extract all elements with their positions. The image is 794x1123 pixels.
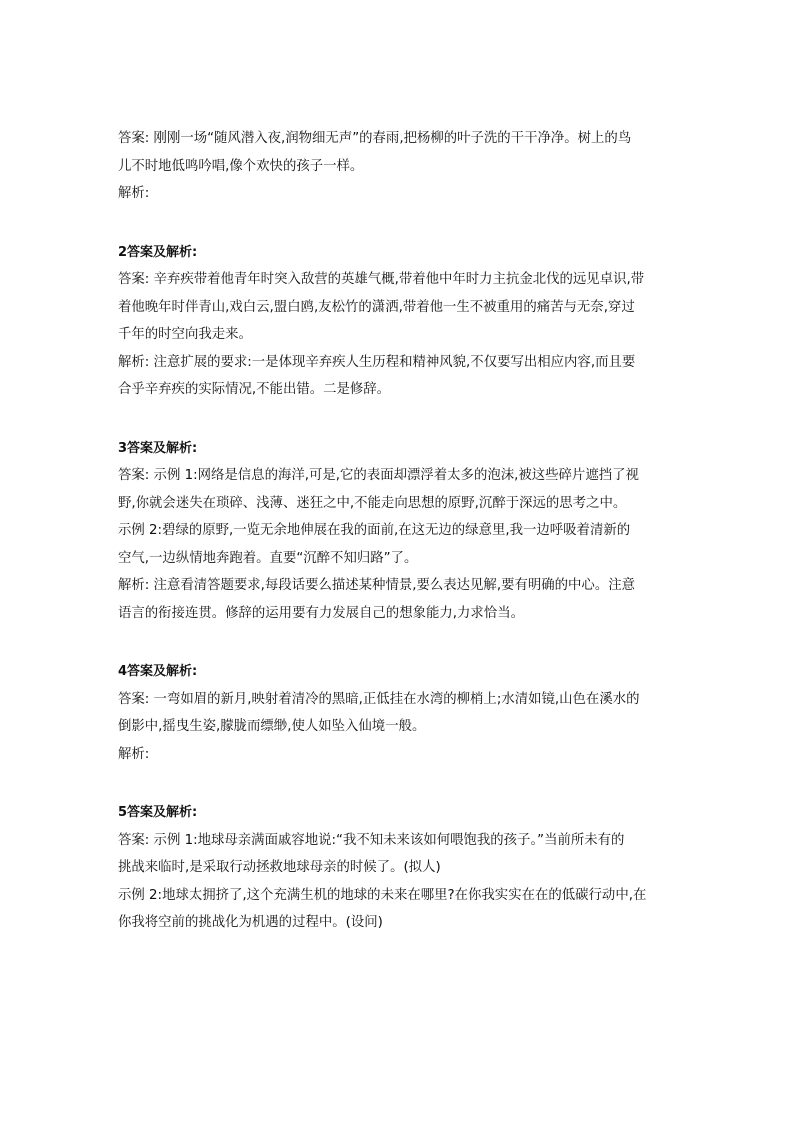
answer-text-line: 千年的时空向我走来。 xyxy=(118,327,252,342)
answer-section-3 xyxy=(118,435,684,628)
analysis-text-line: 语言的衔接连贯。修辞的运用要有力发展自己的想象能力,力求恰当。 xyxy=(118,605,524,621)
section-heading: 5答案及解析: xyxy=(118,805,198,820)
answer-text-line: 空气,一边纵情地奔跑着。直要“沉醉不知归路”了。 xyxy=(118,550,418,566)
answer-text-line: 答案: 刚刚一场“随风潜入夜,润物细无声”的春雨,把杨柳的叶子洗的干干净净。树上的鸟 xyxy=(118,131,632,146)
section-heading: 2答案及解析: xyxy=(118,244,198,260)
answer-text-line: 倒影中,摇曳生姿,朦胧而缥缈,使人如坠入仙境一般。 xyxy=(118,719,426,734)
answer-text-line: 示例 2:地球太拥挤了,这个充满生机的地球的未来在哪里?在你我实实在在的低碳行动中,在 xyxy=(118,887,647,903)
answer-text-line: 儿不时地低鸣吟唱,像个欢快的孩子一样。 xyxy=(118,158,364,174)
answer-text-line: 答案: 辛弃疾带着他青年时突入敌营的英雄气概,带着他中年时力主抗金北伐的远见卓识,带 xyxy=(118,272,645,287)
analysis-label: 解析: xyxy=(118,186,150,201)
answer-text-line: 答案: 示例 1:地球母亲满面戚容地说:“我不知未来该如何喂饱我的孩子。”当前所未有的 xyxy=(118,832,625,848)
section-heading: 4答案及解析: xyxy=(118,664,198,679)
answer-text-line: 野,你就会迷失在琐碎、浅薄、迷狂之中,不能走向思想的原野,沉醉于深远的思考之中。 xyxy=(118,495,627,511)
answer-text-line: 答案: 示例 1:网络是信息的海洋,可是,它的表面却漂浮着太多的泡沫,被这些碎片遮挡了视 xyxy=(118,468,639,483)
answer-section-5 xyxy=(118,799,684,937)
document-page xyxy=(118,125,684,937)
answer-text-line: 你我将空前的挑战化为机遇的过程中。(设问) xyxy=(118,915,383,930)
answer-text-line: 挑战来临时,是采取行动拯救地球母亲的时候了。(拟人) xyxy=(118,860,441,875)
answer-section-1 xyxy=(118,125,684,208)
answer-text-line: 示例 2:碧绿的原野,一览无余地伸展在我的面前,在这无边的绿意里,我一边呼吸着清新的 xyxy=(118,523,631,538)
section-heading: 3答案及解析: xyxy=(118,440,198,456)
answer-section-4 xyxy=(118,658,684,768)
analysis-text-line: 解析: 注意看清答题要求,每段话要么描述某种情景,要么表达见解,要有明确的中心。注意 xyxy=(118,578,635,593)
analysis-text-line: 合乎辛弃疾的实际情况,不能出错。二是修辞。 xyxy=(118,382,391,397)
analysis-text-line: 解析: 注意扩展的要求:一是体现辛弃疾人生历程和精神风貌,不仅要写出相应内容,而且要 xyxy=(118,354,636,370)
answer-section-2 xyxy=(118,239,684,404)
analysis-label: 解析: xyxy=(118,746,150,762)
answer-text-line: 着他晚年时伴青山,戏白云,盟白鸥,友松竹的潇洒,带着他一生不被重用的痛苦与无奈,穿过 xyxy=(118,299,635,315)
answer-text-line: 答案: 一弯如眉的新月,映射着清冷的黑暗,正低挂在水湾的柳梢上;水清如镜,山色在溪水的 xyxy=(118,691,640,707)
